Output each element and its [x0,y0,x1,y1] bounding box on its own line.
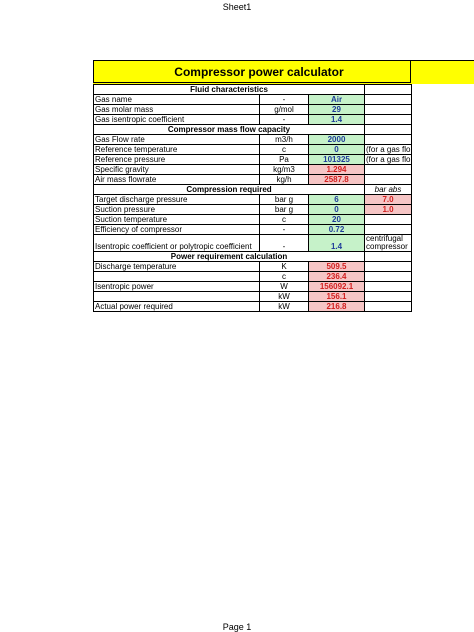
row-unit: - [260,115,309,125]
row-unit: kW [260,292,309,302]
spacer-cell [365,95,412,105]
row-label: Air mass flowrate [94,175,260,185]
row-label: Suction pressure [94,205,260,215]
section-power: Power requirement calculation [94,252,365,262]
target-discharge-input[interactable]: 6 [309,195,365,205]
row-unit: - [260,235,309,252]
spacer-cell [365,252,412,262]
gas-isentropic-input[interactable]: 1.4 [309,115,365,125]
row-label: Gas name [94,95,260,105]
row-unit: - [260,225,309,235]
table-row [94,215,412,225]
suction-temperature-input[interactable]: 20 [309,215,365,225]
row-label: Discharge temperature [94,262,260,272]
row-label: Isentropic power [94,282,260,292]
row-label: Suction temperature [94,215,260,225]
table-row [94,175,412,185]
table-row [94,105,412,115]
spacer-cell [365,135,412,145]
row-label [94,292,260,302]
spacer-cell [365,115,412,125]
air-mass-flowrate-output: 2587.8 [309,175,365,185]
row-unit: bar g [260,205,309,215]
reference-pressure-note: (for a gas flo [366,155,411,164]
row-unit: bar g [260,195,309,205]
row-label: Efficiency of compressor [94,225,260,235]
spacer-cell [365,165,412,175]
reference-pressure-input[interactable]: 101325 [309,155,365,165]
table-row [94,95,412,105]
title-row [93,60,474,84]
row-unit: kg/m3 [260,165,309,175]
table-row [94,292,412,302]
row-unit: kW [260,302,309,312]
actual-power-output: 216.8 [309,302,365,312]
spacer-cell [365,105,412,115]
row-label: Reference pressure [94,155,260,165]
section-compression: Compression required [94,185,365,195]
page-number-footer: Page 1 [222,622,252,632]
table-row [94,262,412,272]
row-unit: K [260,262,309,272]
table-row [94,165,412,175]
efficiency-input[interactable]: 0.72 [309,225,365,235]
target-discharge-abs: 7.0 [365,195,412,205]
section-mass-flow: Compressor mass flow capacity [94,125,365,135]
row-unit: g/mol [260,105,309,115]
row-unit: - [260,95,309,105]
discharge-temperature-k-output: 509.5 [309,262,365,272]
note-line: compressor [366,242,408,251]
isentropic-coefficient-input[interactable]: 1.4 [309,235,365,252]
row-unit: c [260,215,309,225]
specific-gravity-output: 1.294 [309,165,365,175]
row-label [94,272,260,282]
row-label: Actual power required [94,302,260,312]
reference-temperature-input[interactable]: 0 [309,145,365,155]
spacer-cell [365,302,412,312]
table-row [94,195,412,205]
row-unit: kg/h [260,175,309,185]
row-unit: c [260,145,309,155]
row-label: Target discharge pressure [94,195,260,205]
bar-abs-label: bar abs [365,185,412,195]
spacer-cell [365,272,412,282]
spacer-cell [365,85,412,95]
suction-pressure-abs: 1.0 [365,205,412,215]
reference-temperature-note: (for a gas flo [366,145,411,154]
discharge-temperature-c-output: 236.4 [309,272,365,282]
spacer-cell [365,262,412,272]
row-unit: Pa [260,155,309,165]
gas-name-input[interactable]: Air [309,95,365,105]
table-row [94,205,412,215]
note-line: centrifugal [366,234,403,243]
table-row [94,135,412,145]
row-label: Reference temperature [94,145,260,155]
sheet-name-header: Sheet1 [222,2,252,12]
table-row [94,272,412,282]
section-fluid: Fluid characteristics [94,85,365,95]
spacer-cell [365,125,412,135]
table-row [94,235,412,252]
isentropic-power-kw-output: 156.1 [309,292,365,302]
gas-molar-mass-input[interactable]: 29 [309,105,365,115]
gas-flow-rate-input[interactable]: 2000 [309,135,365,145]
table-row [94,145,412,155]
row-unit: m3/h [260,135,309,145]
spacer-cell [365,175,412,185]
spacer-cell [365,225,412,235]
calculator-table [93,84,412,312]
row-unit: W [260,282,309,292]
compressor-calculator [93,60,474,312]
table-row [94,155,412,165]
table-row [94,115,412,125]
row-label: Gas Flow rate [94,135,260,145]
spacer-cell [365,282,412,292]
row-label: Gas molar mass [94,105,260,115]
table-row [94,225,412,235]
row-label: Gas isentropic coefficient [94,115,260,125]
row-label: Isentropic coefficient or polytropic coefficient [94,235,260,252]
table-row [94,282,412,292]
table-row [94,302,412,312]
row-label: Specific gravity [94,165,260,175]
row-unit: c [260,272,309,282]
suction-pressure-input[interactable]: 0 [309,205,365,215]
page-title: Compressor power calculator [93,60,411,83]
spacer-cell [365,215,412,225]
isentropic-power-w-output: 156092.1 [309,282,365,292]
spacer-cell [365,292,412,302]
isentropic-note [365,235,412,252]
